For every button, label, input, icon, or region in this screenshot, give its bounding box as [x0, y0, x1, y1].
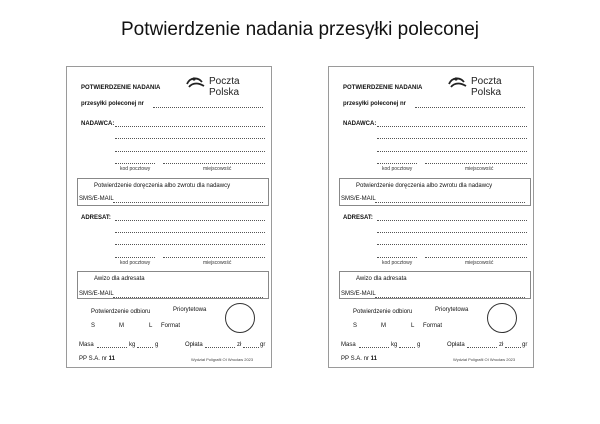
- recipient-label: ADRESAT:: [343, 215, 373, 221]
- mass-g-field[interactable]: [399, 347, 415, 348]
- format-label: Format: [161, 323, 181, 329]
- recipient-line-2[interactable]: [115, 232, 265, 233]
- notice-sms-email-field[interactable]: [113, 297, 263, 298]
- size-l-option[interactable]: L: [149, 323, 153, 329]
- mass-kg-unit: kg: [391, 342, 398, 348]
- form-code: [79, 356, 115, 362]
- sender-postal-code-field[interactable]: [115, 163, 155, 164]
- fee-zl-field[interactable]: [467, 347, 497, 348]
- sender-line-2[interactable]: [377, 138, 527, 139]
- sender-line-2[interactable]: [115, 138, 265, 139]
- tracking-number-field[interactable]: [153, 107, 263, 108]
- receipt-confirmation-label: Potwierdzenie odbioru: [91, 309, 151, 315]
- recipient-line-3[interactable]: [377, 244, 527, 245]
- logo-text: Poczta Polska: [209, 76, 240, 98]
- form-code-prefix: PP S.A. nr: [79, 356, 107, 362]
- tracking-number-field[interactable]: [415, 107, 525, 108]
- fee-gr-field[interactable]: [243, 347, 259, 348]
- recipient-city-label: miejscowość: [465, 260, 494, 266]
- recipient-postal-code-label: kod pocztowy: [120, 260, 151, 266]
- recipient-city-field[interactable]: [163, 257, 265, 258]
- size-l-option[interactable]: L: [411, 323, 415, 329]
- recipient-label: ADRESAT:: [81, 215, 111, 221]
- priority-label: Priorytetowa: [435, 307, 469, 313]
- fee-gr-unit: gr: [522, 342, 528, 348]
- mass-kg-field[interactable]: [359, 347, 389, 348]
- mass-label: Masa: [341, 342, 356, 348]
- fee-zl-unit: zł: [499, 342, 504, 348]
- confirmation-form-left: [66, 66, 272, 368]
- notice-sms-email-label: SMS/E-MAIL: [341, 291, 376, 297]
- size-m-option[interactable]: M: [381, 323, 386, 329]
- sender-line-3[interactable]: [115, 151, 265, 152]
- delivery-confirmation-label: Potwierdzenie doręczenia albo zwrotu dla nadawcy: [356, 183, 493, 189]
- size-s-option[interactable]: S: [353, 323, 358, 329]
- fee-label: Opłata: [185, 342, 203, 348]
- fee-zl-unit: zł: [237, 342, 242, 348]
- sms-email-field[interactable]: [113, 202, 263, 203]
- page-title: Potwierdzenie nadania przesyłki poleconej: [120, 19, 480, 40]
- poczta-polska-logo: [447, 75, 531, 98]
- mass-kg-unit: kg: [129, 342, 136, 348]
- notice-label: Awizo dla adresata: [356, 276, 407, 282]
- form-heading: POTWIERDZENIE NADANIA: [343, 85, 423, 91]
- form-heading: POTWIERDZENIE NADANIA: [81, 85, 161, 91]
- format-label: Format: [423, 323, 443, 329]
- mass-g-unit: g: [417, 342, 421, 348]
- recipient-postal-code-field[interactable]: [377, 257, 417, 258]
- print-info: Wydział Poligrafii OI Wrocław 2023: [191, 357, 254, 362]
- recipient-postal-code-field[interactable]: [115, 257, 155, 258]
- fee-gr-unit: gr: [260, 342, 266, 348]
- mass-label: Masa: [79, 342, 94, 348]
- sender-city-field[interactable]: [425, 163, 527, 164]
- fee-label: Opłata: [447, 342, 465, 348]
- confirmation-form-right: [328, 66, 534, 368]
- sender-city-label: miejscowość: [203, 166, 232, 172]
- fee-gr-field[interactable]: [505, 347, 521, 348]
- recipient-city-label: miejscowość: [203, 260, 232, 266]
- stamp-circle: [487, 303, 517, 333]
- poczta-polska-logo: [185, 75, 269, 98]
- sender-label: NADAWCA:: [81, 121, 115, 127]
- sender-city-label: miejscowość: [465, 166, 494, 172]
- sender-postal-code-field[interactable]: [377, 163, 417, 164]
- size-s-option[interactable]: S: [91, 323, 96, 329]
- print-info: Wydział Poligrafii OI Wrocław 2023: [453, 357, 516, 362]
- delivery-confirmation-label: Potwierdzenie doręczenia albo zwrotu dla nadawcy: [94, 183, 231, 189]
- mass-g-unit: g: [155, 342, 159, 348]
- size-m-option[interactable]: M: [119, 323, 124, 329]
- form-code-number: 11: [370, 356, 377, 362]
- priority-label: Priorytetowa: [173, 307, 207, 313]
- sender-line-1[interactable]: [377, 126, 527, 127]
- recipient-line-1[interactable]: [377, 220, 527, 221]
- sender-city-field[interactable]: [163, 163, 265, 164]
- fee-zl-field[interactable]: [205, 347, 235, 348]
- recipient-postal-code-label: kod pocztowy: [382, 260, 413, 266]
- sender-label: NADAWCA:: [343, 121, 377, 127]
- notice-label: Awizo dla adresata: [94, 276, 145, 282]
- post-horn-icon: [185, 75, 207, 91]
- form-code-number: 11: [108, 356, 115, 362]
- form-code: [341, 356, 377, 362]
- recipient-line-3[interactable]: [115, 244, 265, 245]
- sender-postal-code-label: kod pocztowy: [382, 166, 413, 172]
- recipient-line-1[interactable]: [115, 220, 265, 221]
- tracking-label: przesyłki poleconej nr: [81, 101, 145, 107]
- stamp-circle: [225, 303, 255, 333]
- form-code-prefix: PP S.A. nr: [341, 356, 369, 362]
- sender-postal-code-label: kod pocztowy: [120, 166, 151, 172]
- notice-sms-email-field[interactable]: [375, 297, 525, 298]
- sms-email-field[interactable]: [375, 202, 525, 203]
- tracking-label: przesyłki poleconej nr: [343, 101, 407, 107]
- notice-sms-email-label: SMS/E-MAIL: [79, 291, 114, 297]
- sender-line-1[interactable]: [115, 126, 265, 127]
- post-horn-icon: [447, 75, 469, 91]
- sms-email-label: SMS/E-MAIL: [341, 196, 376, 202]
- recipient-line-2[interactable]: [377, 232, 527, 233]
- mass-kg-field[interactable]: [97, 347, 127, 348]
- mass-g-field[interactable]: [137, 347, 153, 348]
- receipt-confirmation-label: Potwierdzenie odbioru: [353, 309, 413, 315]
- logo-text: Poczta Polska: [471, 76, 502, 98]
- recipient-city-field[interactable]: [425, 257, 527, 258]
- sms-email-label: SMS/E-MAIL: [79, 196, 114, 202]
- sender-line-3[interactable]: [377, 151, 527, 152]
